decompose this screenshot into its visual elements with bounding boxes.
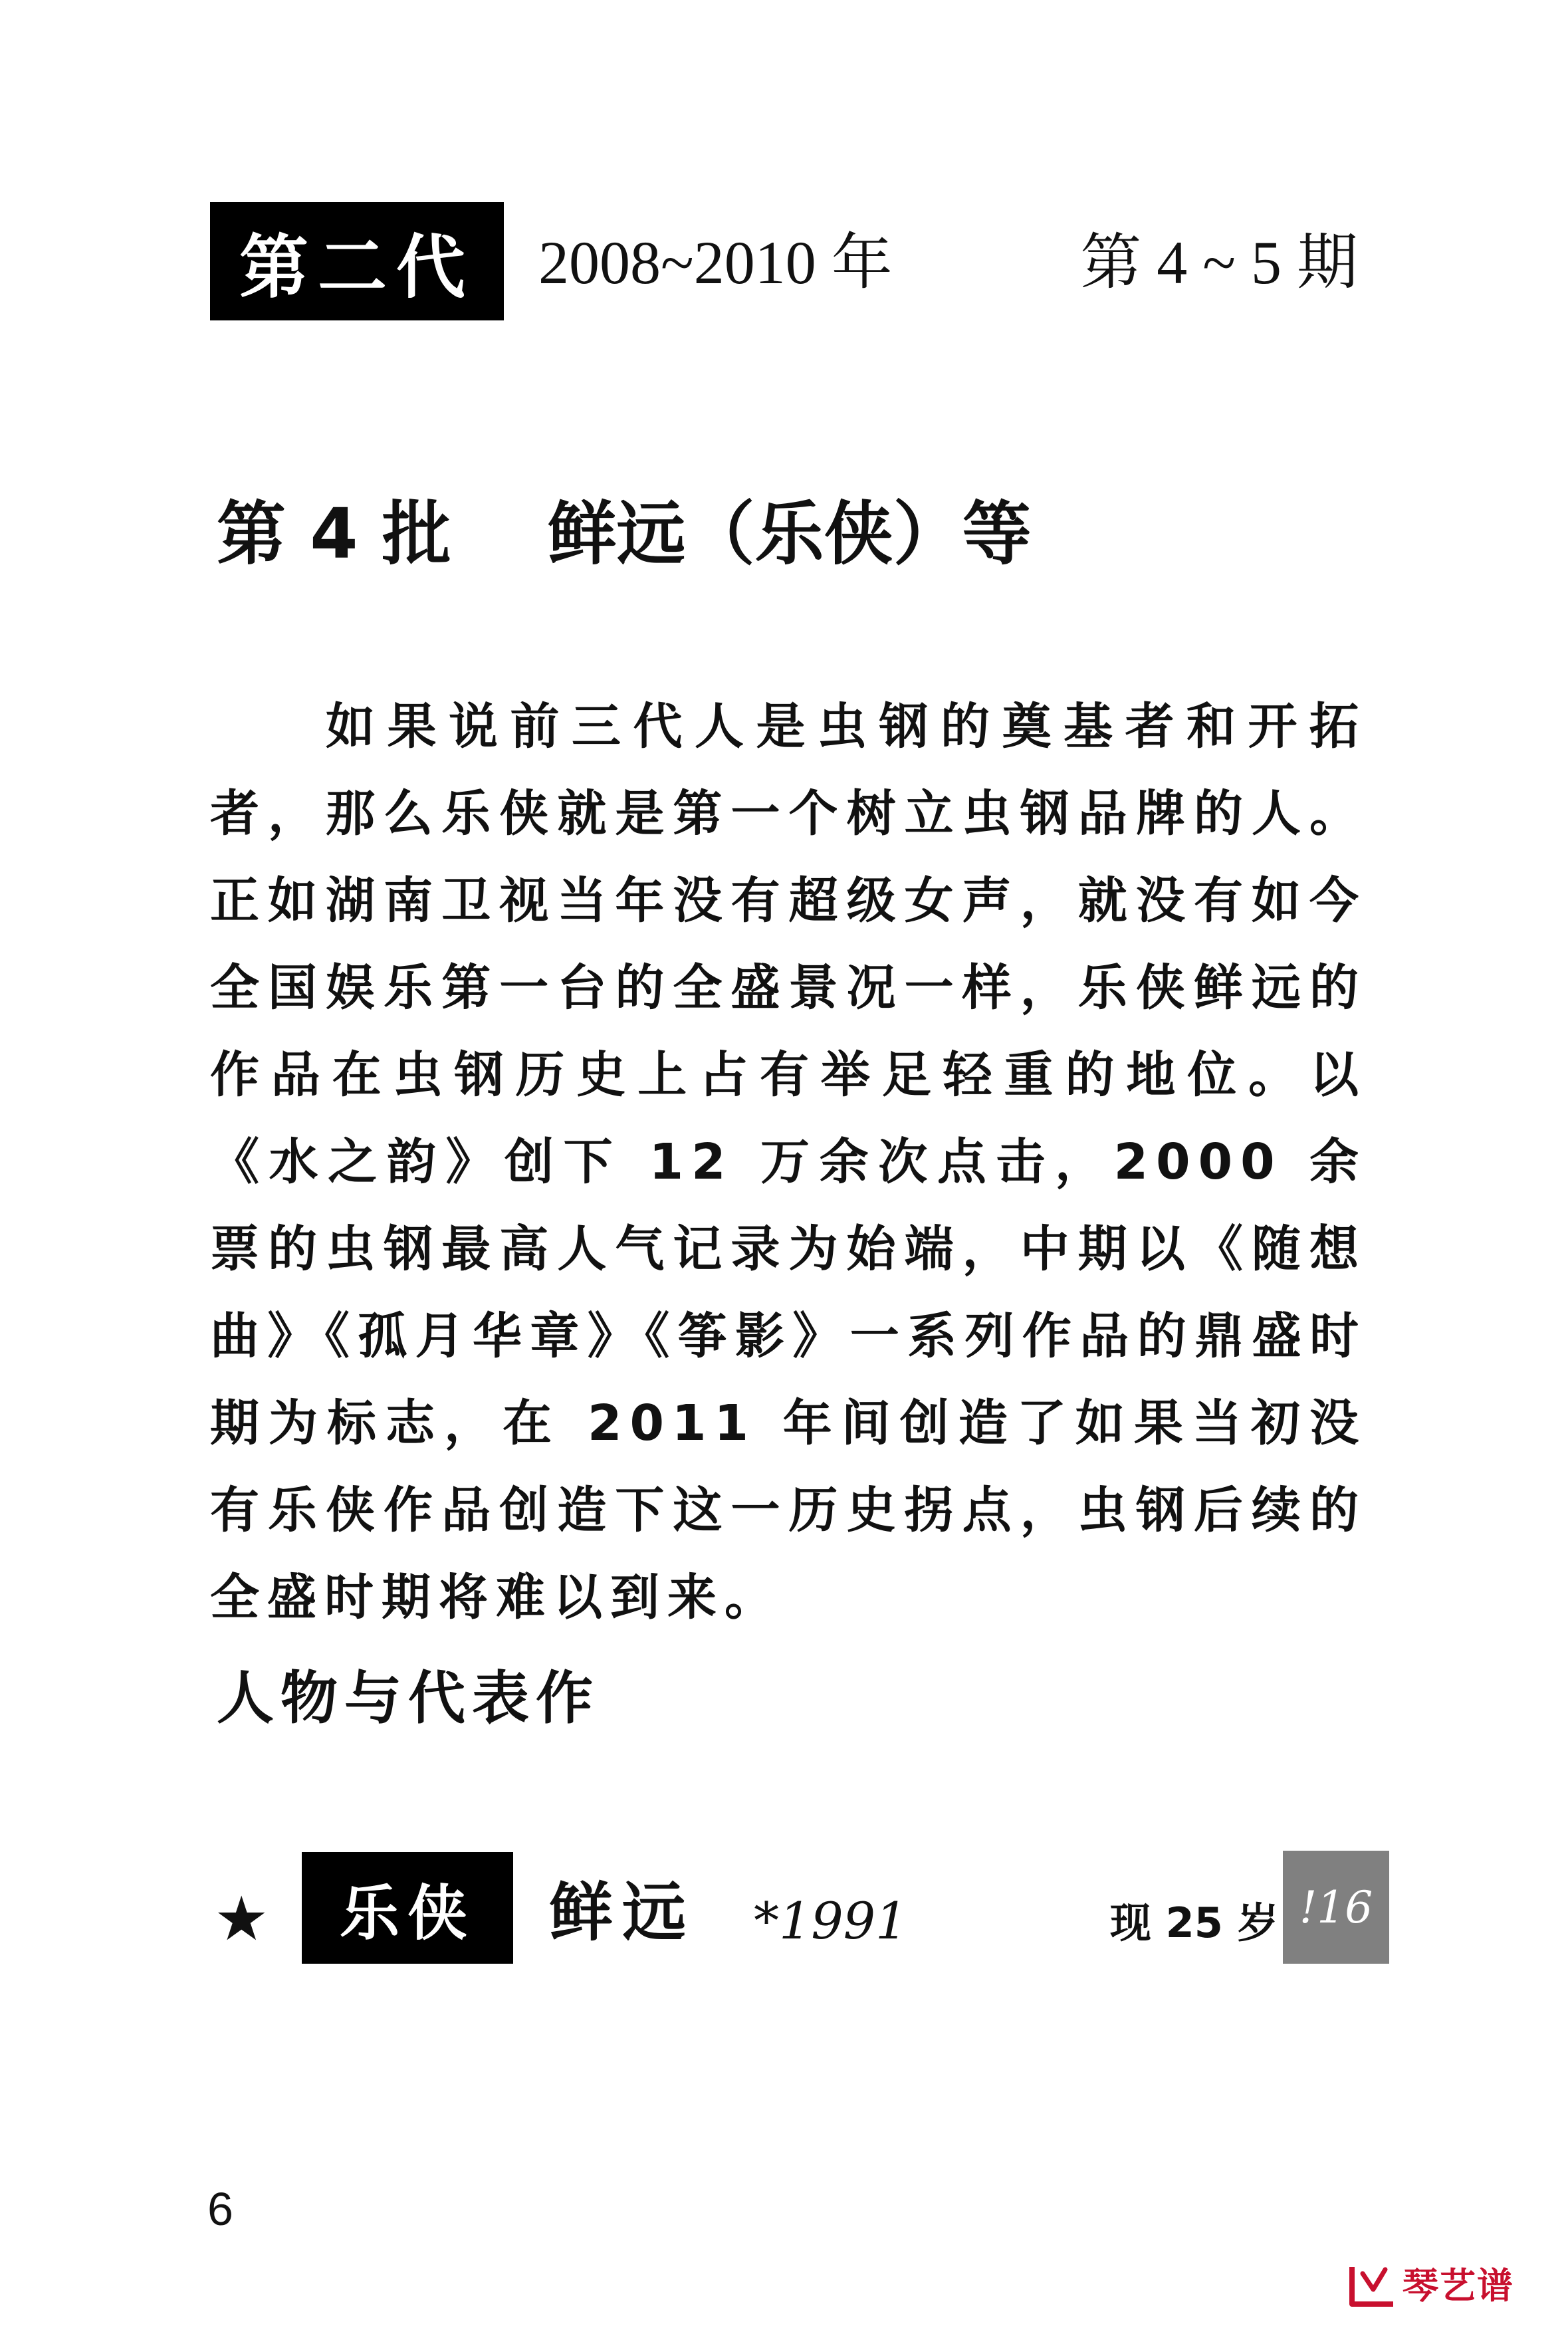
person-badge: !16 — [1283, 1851, 1389, 1964]
intro-paragraph: 如果说前三代人是虫钢的奠基者和开拓者，那么乐侠就是第一个树立虫钢品牌的人。正如湖南卫视当年没有超级女声，就没有如今全国娱乐第一台的全盛景况一样，乐侠鲜远的作品在虫钢历史上占有举足轻重的地位。以《水之韵》创下 12 万余次点击，2000 余票的虫钢最高人气记录为始端，中期以《随想曲》《孤月华章》《筝影》一系列作品的鼎盛时期为标志，在 2011 年间创造了如果当初没有乐侠作品创造下这一历史拐点，虫钢后续的全盛时期将难以到来。 — [210, 698, 1367, 1626]
person-age: 现 25 岁 — [1110, 1899, 1279, 1947]
generation-label: 第二代 — [210, 202, 504, 320]
star-icon: ★ — [214, 1883, 269, 1954]
person-name: 鲜远 — [549, 1875, 695, 1950]
generation-issues: 第 4 ~ 5 期 — [1080, 229, 1358, 296]
person-title-label: 乐侠 — [302, 1852, 513, 1964]
watermark-text: 琴艺谱 — [1402, 2265, 1514, 2307]
batch-heading: 第 4 批 鲜远（乐侠）等 — [217, 493, 1032, 574]
person-birth-year: *1991 — [754, 1891, 908, 1950]
watermark-logo-icon — [1347, 2263, 1399, 2309]
watermark — [1347, 2263, 1514, 2309]
section-heading: 人物与代表作 — [217, 1665, 600, 1732]
page-number: 6 — [207, 2183, 233, 2235]
generation-years: 2008~2010 年 — [538, 229, 893, 296]
